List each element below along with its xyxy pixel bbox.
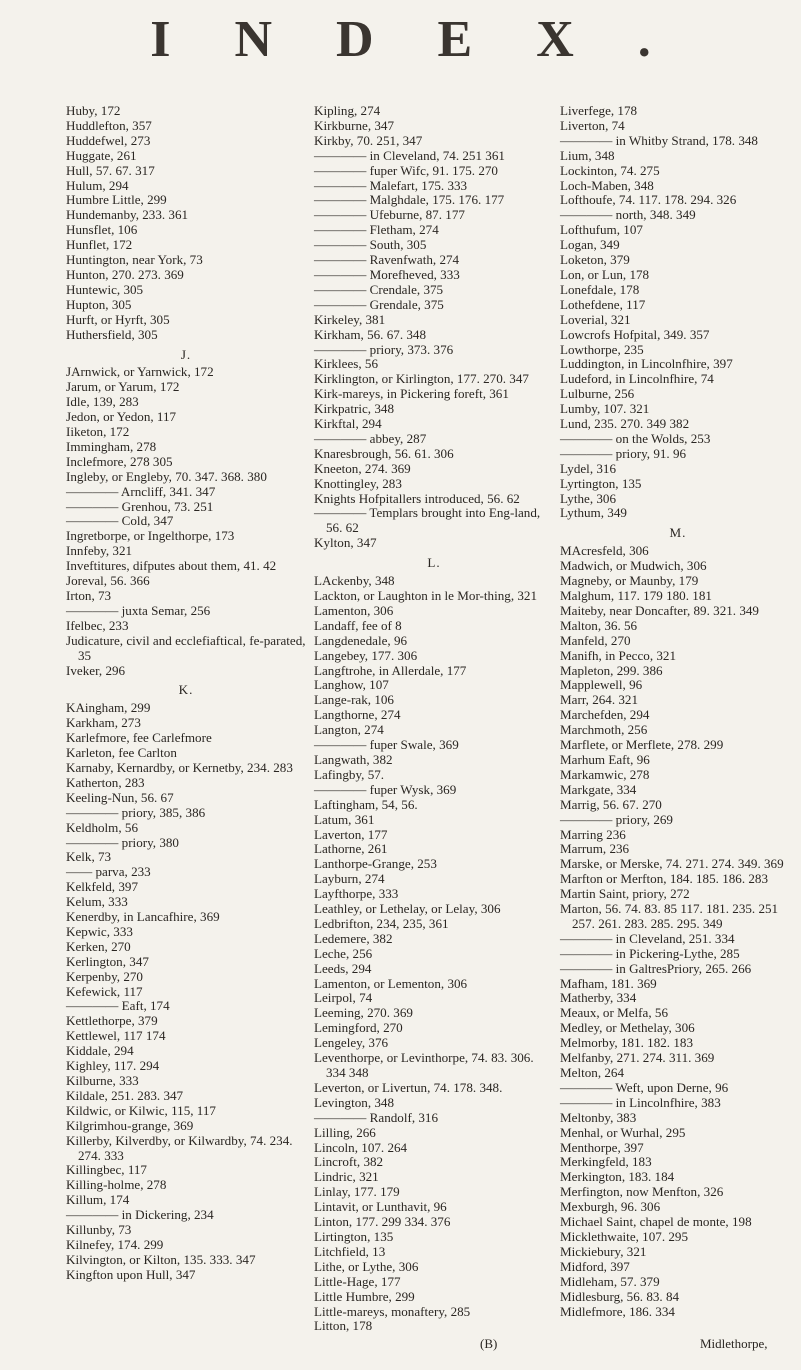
index-entry: Liverfege, 178 [560,103,638,118]
index-entry: Judicature, civil and ecclefiaftical, fe-parated, 35 [66,632,306,663]
index-entry: ———— Ufeburne, 87. 177 [314,207,465,223]
page-title: INDEX. [150,11,715,68]
index-entry: Huddefwel, 273 [66,132,151,148]
index-entry: ———— fuper Swale, 369 [314,737,459,753]
index-entry: Laftingham, 54, 56. [314,796,418,812]
index-entry: ———— Eaft, 174 [66,998,170,1014]
index-entry: Langdenedale, 96 [314,632,408,648]
index-entry: ———— abbey, 287 [314,430,427,446]
index-entry: ———— on the Wolds, 253 [560,430,711,446]
index-entry: Innfeby, 321 [66,543,133,559]
index-entry: ———— Malghdale, 175. 176. 177 [314,192,505,208]
index-entry: Kildale, 251. 283. 347 [66,1087,184,1103]
index-entry: Meaux, or Melfa, 56 [560,1005,668,1021]
index-entry: Leirpol, 74 [314,990,373,1006]
index-entry: LAckenby, 348 [314,573,395,589]
index-entry: Marton, 56. 74. 83. 85 117. 181. 235. 251 257. 261. 283. 285. 295. 349 [560,901,779,931]
index-entry: Lythum, 349 [560,505,627,521]
index-entry: Mickiebury, 321 [560,1243,647,1259]
index-entry: Loverial, 321 [560,311,631,327]
index-entry: Idle, 139, 283 [66,394,139,410]
index-entry: Leventhorpe, or Levinthorpe, 74. 83. 306. 334 348 [314,1050,534,1080]
index-entry: ———— Randolf, 316 [314,1109,439,1125]
index-entry: JArnwick, or Yarnwick, 172 [66,364,214,380]
index-entry: ———— fuper Wifc, 91. 175. 270 [314,162,498,178]
index-entry: ———— Fletham, 274 [314,222,439,238]
index-entry: Karnaby, Kernardby, or Kernetby, 234. 283 [66,759,293,775]
index-entry: Midlefmore, 186. 334 [560,1303,675,1319]
index-entry: Lamenton, 306 [314,602,394,618]
index-entry: ———— in Cleveland, 74. 251 361 [314,147,505,163]
index-entry: Langhow, 107 [314,677,389,693]
index-entry: ———— juxta Semar, 256 [66,602,211,618]
index-entry: Lafingby, 57. [314,766,385,782]
index-entry: Irton, 73 [66,588,112,603]
index-entry: Lulburne, 256 [560,386,635,402]
index-entry: Lon, or Lun, 178 [560,266,650,282]
index-entry: Lund, 235. 270. 349 382 [560,416,690,432]
index-entry: Laverton, 177 [314,826,388,842]
index-entry: ———— in Cleveland, 251. 334 [560,930,735,946]
index-entry: Kelum, 333 [66,894,128,910]
index-entry: Jedon, or Yedon, 117 [66,409,177,425]
index-entry: Iiketon, 172 [66,424,130,440]
index-entry: Huby, 172 [66,103,121,118]
letter-heading: K. [178,682,194,698]
index-entry: ———— priory, 385, 386 [66,804,206,820]
index-entry: Hunflet, 172 [66,237,133,253]
index-entry: Jarum, or Yarum, 172 [66,379,180,395]
index-entry: Marchefden, 294 [560,707,650,723]
index-entry: Keldholm, 56 [66,819,139,835]
index-entry: Merkington, 183. 184 [560,1169,675,1185]
index-entry: Kerken, 270 [66,938,131,954]
index-entry: Ledemere, 382 [314,930,393,946]
index-entry: Lilling, 266 [314,1124,376,1140]
index-entry: Kirkham, 56. 67. 348 [314,326,427,342]
index-entry: Markamwic, 278 [560,766,650,782]
index-entry: KAingham, 299 [66,700,151,716]
index-entry: Kilburne, 333 [66,1073,139,1088]
index-entry: Huthersfield, 305 [66,326,158,342]
index-entry: Landaff, fee of 8 [314,617,402,633]
index-entry: ———— north, 348. 349 [560,207,696,223]
index-entry: ———— in Dickering, 234 [66,1207,214,1223]
index-entry: Lanthorpe-Grange, 253 [314,856,437,872]
index-entry: Levington, 348 [314,1094,395,1110]
index-entry: Knaresbrough, 56. 61. 306 [314,445,454,461]
index-entry: Kingfton upon Hull, 347 [66,1266,196,1282]
index-entry: Ingleby, or Engleby, 70. 347. 368. 380 [66,468,267,484]
index-entry: Marrum, 236 [560,841,630,857]
index-entry: Keeling-Nun, 56. 67 [66,789,174,805]
index-entry: Lithe, or Lythe, 306 [314,1258,419,1274]
index-entry: ———— in GaltresPriory, 265. 266 [560,960,752,976]
index-entry: ———— Cold, 347 [66,513,174,529]
index-entry: ———— in Whitby Strand, 178. 348 [560,132,758,148]
index-entry: Hundemanby, 233. 361 [66,207,189,223]
index-entry: ———— Morefheved, 333 [314,266,460,282]
index-entry: Ifelbec, 233 [66,617,129,633]
index-entry: Kilvington, or Kilton, 135. 333. 347 [66,1251,256,1267]
index-column-2 [314,104,554,1334]
index-entry: Loch-Maben, 348 [560,177,654,193]
index-entry: Kelkfeld, 397 [66,879,138,895]
index-entry: Killerby, Kilverdby, or Kilwardby, 74. 234. 274. 333 [66,1132,293,1163]
index-entry: Joreval, 56. 366 [66,573,150,589]
index-entry: Hunsflet, 106 [66,222,138,238]
index-entry: Kirkeley, 381 [314,311,386,327]
index-entry: Lowthorpe, 235 [560,341,644,357]
index-entry: Luddington, in Lincolnfhire, 397 [560,356,733,372]
index-entry: Kighley, 117. 294 [66,1058,160,1074]
index-entry: Marske, or Merske, 74. 271. 274. 349. 369 [560,856,784,872]
index-entry: Lindric, 321 [314,1169,379,1185]
index-entry: ———— priory, 380 [66,834,179,850]
index-entry: Melfanby, 271. 274. 311. 369 [560,1050,715,1066]
index-entry: ———— in Lincolnfhire, 383 [560,1094,721,1110]
index-entry: Midlesburg, 56. 83. 84 [560,1288,680,1304]
index-entry: Leverton, or Livertun, 74. 178. 348. [314,1079,503,1095]
index-entry: Menhal, or Wurhal, 295 [560,1124,686,1140]
letter-heading: J. [180,346,192,362]
index-entry: Kilnefey, 174. 299 [66,1236,164,1252]
index-entry: MAcresfeld, 306 [560,543,649,559]
index-entry: Marr, 264. 321 [560,692,639,708]
index-entry: Langftrohe, in Allerdale, 177 [314,662,467,678]
index-entry: ———— Templars brought into Eng-land, 56. 62 [314,505,541,536]
index-entry: Markgate, 334 [560,781,637,797]
index-entry: Kildwic, or Kilwic, 115, 117 [66,1102,216,1118]
index-entry: Lackton, or Laughton in le Mor-thing, 321 [314,588,538,603]
index-entry: Marhum Eaft, 96 [560,751,650,767]
index-entry: Kelk, 73 [66,849,112,865]
index-entry: Melmorby, 181. 182. 183 [560,1035,693,1051]
index-entry: ———— Grenhou, 73. 251 [66,498,214,514]
index-entry: Killunby, 73 [66,1222,132,1238]
index-entry: Kirklees, 56 [314,356,378,372]
index-entry: ———— priory, 269 [560,811,673,827]
index-entry: ———— priory, 373. 376 [314,341,454,357]
index-entry: Linlay, 177. 179 [314,1184,400,1200]
index-entry: Kirklington, or Kirlington, 177. 270. 347 [314,371,529,387]
index-entry: Lengeley, 376 [314,1035,389,1051]
index-entry: Hupton, 305 [66,296,132,312]
index-entry: Magneby, or Maunby, 179 [560,573,699,589]
index-entry: Medley, or Methelay, 306 [560,1020,695,1036]
index-entry: Kettlethorpe, 379 [66,1013,158,1029]
index-entry: Lincroft, 382 [314,1154,384,1170]
index-entry: ———— in Pickering-Lythe, 285 [560,945,740,961]
index-entry: Mapleton, 299. 386 [560,662,663,678]
index-entry: Meltonby, 383 [560,1109,637,1125]
index-entry: Liverton, 74 [560,117,625,133]
index-entry: Marrig, 56. 67. 270 [560,796,662,812]
index-entry: Ingretborpe, or Ingelthorpe, 173 [66,528,235,544]
index-entry: Linton, 177. 299 334. 376 [314,1214,451,1230]
index-entry: Layburn, 274 [314,871,385,887]
index-entry: —— parva, 233 [66,864,151,880]
index-entry: Ludeford, in Lincolnfhire, 74 [560,371,714,387]
index-entry: Kirk-mareys, in Pickering foreft, 361 [314,386,509,402]
index-entry: ———— Crendale, 375 [314,281,444,297]
index-entry: Little-mareys, monaftery, 285 [314,1303,471,1319]
index-entry: Merkingfeld, 183 [560,1154,652,1170]
index-entry: Mapplewell, 96 [560,677,643,693]
index-entry: Michael Saint, chapel de monte, 198 [560,1214,752,1230]
index-entry: Lium, 348 [560,147,615,163]
index-entry: Madwich, or Mudwich, 306 [560,558,707,574]
index-entry: Lathorne, 261 [314,841,388,857]
index-entry: Lemingford, 270 [314,1020,403,1036]
index-entry: Menthorpe, 397 [560,1139,644,1155]
index-entry: Karlefmore, fee Carlefmore [66,730,212,746]
index-entry: Inclefmore, 278 305 [66,453,173,469]
index-entry: Langebey, 177. 306 [314,647,418,663]
index-entry: Kiddale, 294 [66,1043,134,1059]
index-entry: Killing-holme, 278 [66,1177,167,1193]
index-entry: Hulum, 294 [66,177,129,193]
index-entry: Lydel, 316 [560,460,617,476]
index-entry: Lincoln, 107. 264 [314,1139,408,1155]
index-entry: Marfton or Merfton, 184. 185. 186. 283 [560,871,769,887]
index-entry: Leathley, or Lethelay, or Lelay, 306 [314,901,501,917]
index-entry: Lofthufum, 107 [560,222,643,238]
index-entry: Kilgrimhou-grange, 369 [66,1117,194,1133]
index-entry: Lirtington, 135 [314,1228,394,1244]
index-entry: Kirkburne, 347 [314,117,395,133]
index-entry: Lockinton, 74. 275 [560,162,660,178]
index-entry: Huntington, near York, 73 [66,252,203,268]
index-column-3 [560,104,796,1319]
index-entry: Knottingley, 283 [314,475,402,491]
index-entry: Langthorne, 274 [314,707,401,723]
index-entry: Malghum, 117. 179 180. 181 [560,588,712,603]
index-entry: Leeds, 294 [314,960,372,976]
index-entry: Hurft, or Hyrft, 305 [66,311,170,327]
index-entry: Micklethwaite, 107. 295 [560,1228,689,1244]
index-entry: Latum, 361 [314,811,375,827]
index-entry: Melton, 264 [560,1065,625,1080]
index-entry: Huntewic, 305 [66,281,144,297]
index-entry: Lowcrofs Hofpital, 349. 357 [560,326,710,342]
index-entry: Martin Saint, priory, 272 [560,886,690,902]
index-entry: Lyrtington, 135 [560,475,642,491]
index-entry: Huggate, 261 [66,147,137,163]
index-entry: ———— Malefart, 175. 333 [314,177,468,193]
index-entry: Kylton, 347 [314,535,377,551]
index-entry: Merfington, now Menfton, 326 [560,1184,724,1200]
index-entry: Kipling, 274 [314,103,381,118]
index-entry: ———— South, 305 [314,237,427,253]
index-entry: ———— Ravenfwath, 274 [314,252,460,268]
index-entry: Kneeton, 274. 369 [314,460,411,476]
index-entry: Kerpenby, 270 [66,968,143,984]
index-entry: Langton, 274 [314,722,384,738]
index-entry: Marring 236 [560,826,626,842]
index-entry: Iveker, 296 [66,662,126,678]
index-entry: Knights Hofpitallers introduced, 56. 62 [314,490,520,506]
signature-mark: (B) [480,1336,498,1351]
index-entry: Manfeld, 270 [560,632,631,648]
index-entry: Karkham, 273 [66,715,141,731]
letter-heading: L. [427,555,441,571]
index-entry: Immingham, 278 [66,438,157,454]
index-entry: Lonefdale, 178 [560,281,640,297]
index-entry: Karleton, fee Carlton [66,745,177,761]
index-entry: Kirkpatric, 348 [314,401,394,417]
index-entry: Litchfield, 13 [314,1243,386,1259]
index-entry: Hunton, 270. 273. 369 [66,266,184,282]
index-entry: Maiteby, near Doncafter, 89. 321. 349 [560,602,759,618]
index-entry: Lumby, 107. 321 [560,401,650,417]
index-entry: Litton, 178 [314,1318,373,1334]
index-entry: Killingbec, 117 [66,1162,147,1178]
index-entry: ———— Weft, upon Derne, 96 [560,1079,729,1095]
index-entry: Kerlington, 347 [66,953,149,969]
catchword: Midlethorpe, [700,1336,768,1351]
index-entry: Lamenton, or Lementon, 306 [314,975,468,991]
index-entry: Huddlefton, 357 [66,117,152,133]
index-entry: Kefewick, 117 [66,983,143,999]
index-entry: Marchmoth, 256 [560,722,648,738]
index-entry: Kettlewel, 117 174 [66,1028,166,1044]
index-entry: Mafham, 181. 369 [560,975,657,991]
index-entry: Marflete, or Merflete, 278. 299 [560,737,724,753]
index-entry: Lothefdene, 117 [560,296,646,312]
index-entry: Ledbrifton, 234, 235, 361 [314,915,449,931]
index-entry: Lange-rak, 106 [314,692,394,708]
index-entry: Midleham, 57. 379 [560,1273,660,1289]
index-entry: Inveftitures, difputes about them, 41. 42 [66,558,277,574]
index-entry: Killum, 174 [66,1192,130,1208]
index-entry: Manifh, in Pecco, 321 [560,647,677,663]
letter-heading: M. [669,525,687,541]
index-entry: Matherby, 334 [560,990,637,1006]
index-entry: ———— fuper Wysk, 369 [314,781,457,797]
index-entry: ———— Grendale, 375 [314,296,444,312]
index-entry: Langwath, 382 [314,751,393,767]
index-entry: Kirkby, 70. 251, 347 [314,132,423,148]
index-entry: ———— Arncliff, 341. 347 [66,483,216,499]
index-entry: Kepwic, 333 [66,923,133,939]
index-entry: Leeming, 270. 369 [314,1005,413,1021]
index-entry: Loketon, 379 [560,252,630,268]
index-entry: Humbre Little, 299 [66,192,167,208]
index-entry: Hull, 57. 67. 317 [66,162,155,178]
index-entry: Lintavit, or Lunthavit, 96 [314,1199,447,1215]
index-entry: Kirkftal, 294 [314,416,382,432]
index-entry: Little-Hage, 177 [314,1273,401,1289]
index-entry: Malton, 36. 56 [560,617,638,633]
index-entry: Midford, 397 [560,1258,630,1274]
index-entry: Katherton, 283 [66,774,145,790]
index-entry: Lofthoufe, 74. 117. 178. 294. 326 [560,192,737,208]
index-entry: Layfthorpe, 333 [314,886,399,902]
index-entry: Mexburgh, 96. 306 [560,1199,661,1215]
index-entry: Lythe, 306 [560,490,617,506]
index-entry: Logan, 349 [560,237,620,253]
index-column-1 [66,104,306,1283]
index-entry: Little Humbre, 299 [314,1288,415,1304]
index-entry: Kenerdby, in Lancafhire, 369 [66,909,220,925]
index-entry: ———— priory, 91. 96 [560,445,687,461]
index-entry: Leche, 256 [314,945,373,961]
